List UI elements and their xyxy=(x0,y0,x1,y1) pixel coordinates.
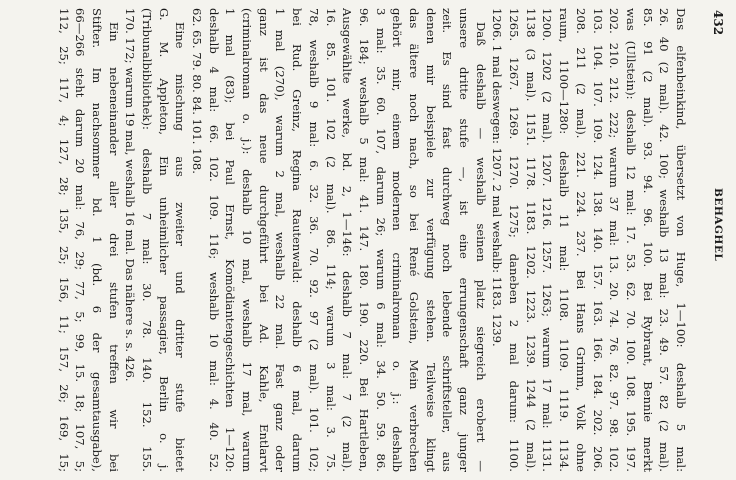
text-line: 112, 25; 117, 4; 127, 28; 135, 25; 156, 11; 157, 26; 169, 15; xyxy=(56,8,71,472)
text-line: 62. 65. 79. 80. 84. 101. 108. xyxy=(190,8,205,174)
text-line: 1206. 1 mal deswegen: 1207. 2 mal weshalb: 1183. 1239. xyxy=(490,8,505,347)
text-line: 1 mal (83); bei Paul Ernst, Komödiantengeschichten 1—120: xyxy=(223,8,238,472)
text-line: 26. 40 (2 mal). 42. 100; weshalb 13 mal: 23. 49. 57. 82 (2 mal). xyxy=(657,8,672,472)
text-line: gehört mir, einem modernen criminalroman o. j.: deshalb xyxy=(390,8,405,472)
text-line: 1265. 1267. 1269. 1270. 1275; daneben 2 mal darum: 1100. xyxy=(507,8,522,472)
text-line: unsere dritte stufe —, ist eine errungenschaft ganz junger xyxy=(457,8,472,472)
text-line: 1138 (3 mal). 1151. 1178. 1183. 1202. 1223. 1239. 1244 (2 mal). xyxy=(523,8,538,472)
page-body xyxy=(55,8,689,472)
text-line: (Tribunalbibliothek): deshalb 7 mal: 30. 78. 140. 152. 155. xyxy=(140,8,154,472)
text-line: 85. 91 (2 mal). 93. 94. 96. 100. Bei Rybrant, Bennie merkt xyxy=(640,8,655,472)
page-number: 432 xyxy=(711,10,725,36)
text-line: Daß deshalb — weshalb seinen platz siegreich erobert — xyxy=(473,22,488,472)
text-line: 208. 211 (2 mal). 221. 224. 237. Bei Hans Grimm, Volk ohne xyxy=(573,8,588,472)
text-line: 202. 210. 212. 222; warum 37 mal: 13. 20. 74. 76. 82. 97. 98. 102. xyxy=(607,8,622,472)
text-line: 170. 172; warum 19 mal, weshalb 16 mal. Das nähere s. s. 426. xyxy=(123,8,138,382)
text-line: Ein nebeneinander aller drei stufen treffen wir bei xyxy=(106,22,121,472)
text-line: Stifter. Im nachsommer bd. 1 (bd. 6 der gesamtausgabe), xyxy=(89,8,104,472)
text-line: 16. 85. 101. 102 (2 mal). 86. 114; warum 3 mal: 3. 75. xyxy=(323,8,338,472)
text-line: 103. 104. 107. 109. 124. 138. 140. 157. 163. 166. 184. 202. 206. xyxy=(590,8,605,472)
text-line: das ältere noch nach, so bei René Golstein, Mein verbrechen xyxy=(407,8,421,472)
text-line: raum, 1100—1280: deshalb 11 mal: 1108. 1109. 1119. 1134. xyxy=(557,8,572,472)
text-line: deshalb 4 mal: 66. 102. 109. 116; weshalb 10 mal: 4. 40. 52. xyxy=(206,8,221,472)
running-head: BEHAGHEL xyxy=(712,188,724,262)
text-line: Ausgewählte werke, bd. 2, 1—146: deshalb 7 mal: 7 (2 mal). xyxy=(340,8,355,472)
text-line: G. M. Appleton, Ein unheimlicher passagier, Berlin o. j. xyxy=(156,8,171,472)
text-line: was (Ullstein): deshalb 12 mal: 17. 53. 62. 70. 100. 108. 195. 197. xyxy=(623,8,638,472)
text-line: denen mir beispiele zur verfügung stehen. Teilweise klingt xyxy=(423,8,438,472)
text-line: Eine mischung aus zweiter und dritter stufe bietet xyxy=(173,22,188,472)
text-line: 1200. 1202 (2 mal). 1207. 1216. 1257. 1263; warum 17 mal: 1131. xyxy=(540,8,555,472)
text-line: (criminalroman o. j.): deshalb 10 mal, weshalb 17 mal, warum xyxy=(240,8,255,472)
text-line: ganz ist das neue durchgeführt bei Ad. Kahle, Entlarvt xyxy=(256,8,271,472)
page-header xyxy=(708,8,726,472)
text-line: zeit. Es sind fast durchweg noch lebende schriftsteller, aus xyxy=(440,8,455,472)
text-line: Das elfenbeinkind, übersetzt von Huge, 1—100: deshalb 5 mal: xyxy=(674,8,688,472)
text-line: 1 mal (270), warum 2 mal, weshalb 22 mal. Fast ganz oder xyxy=(273,8,288,472)
text-line: bei Rud. Greinz, Regina Rautenwald: deshalb 6 mal, darum xyxy=(290,8,305,472)
text-line: 96. 184; weshalb 5 mal: 41. 147. 180. 190. 220. Bei Hartleben, xyxy=(356,8,371,472)
text-line: 3 mal: 35. 60. 107, darum 26; warum 6 mal: 34. 50. 59. 86. xyxy=(373,8,388,472)
text-line: 66—266 steht darum 20 mal: 76, 29; 77, 5; 99, 15. 18; 107, 5; xyxy=(73,8,88,472)
text-line: 78, weshalb 9 mal: 6. 32. 36. 70. 92. 97 (2 mal). 101. 102; xyxy=(306,8,321,472)
